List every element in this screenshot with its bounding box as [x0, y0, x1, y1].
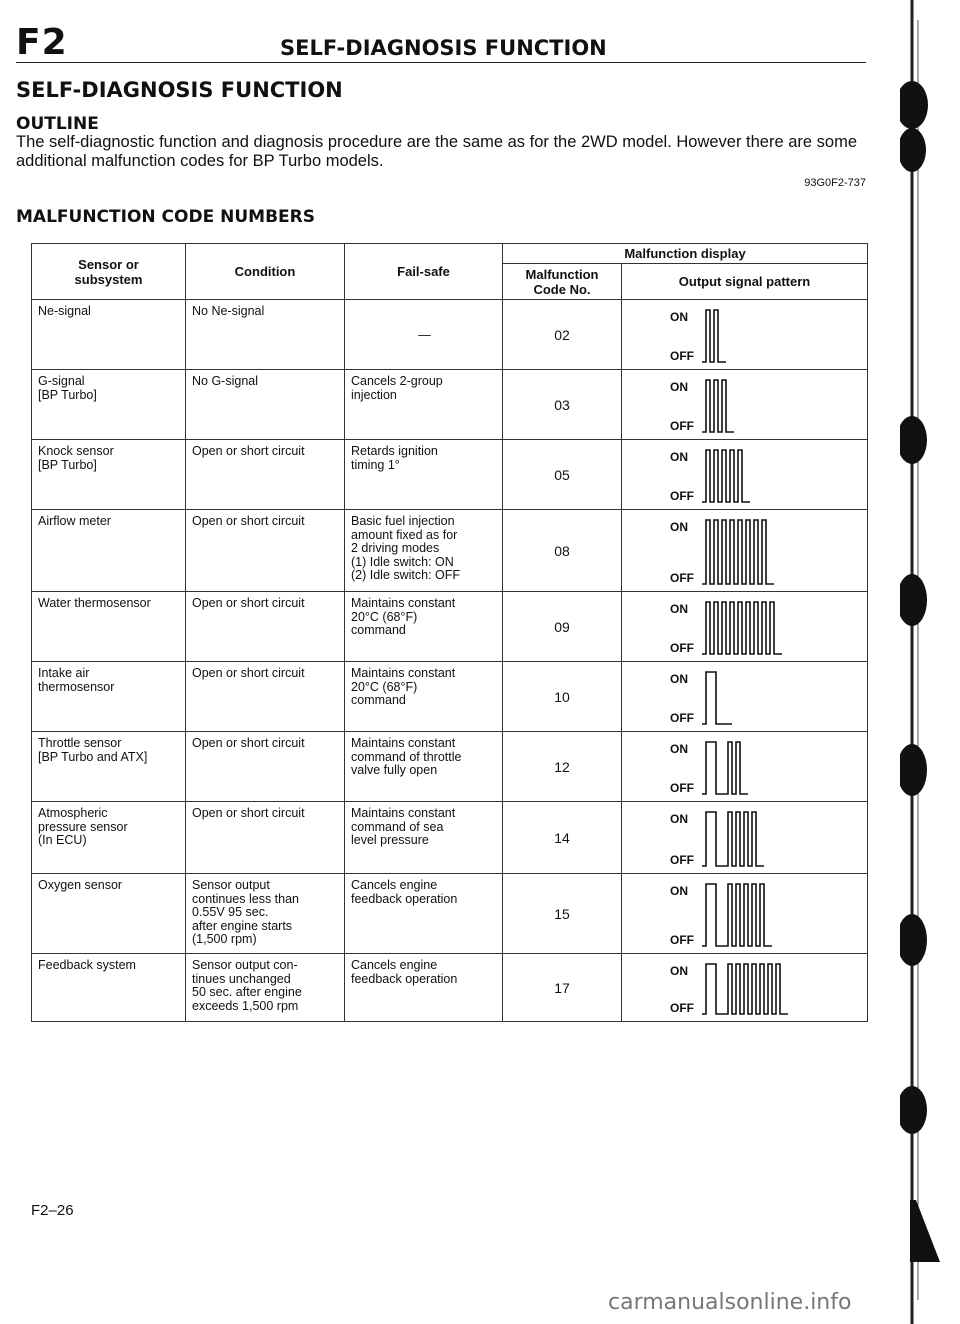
- signal-pattern-cell: [622, 732, 868, 802]
- header-sensor: Sensor or subsystem: [32, 244, 186, 300]
- code-cell: 17: [503, 954, 622, 1022]
- condition-cell: Open or short circuit: [186, 592, 345, 662]
- pulse-train: [702, 520, 774, 584]
- failsafe-cell: Maintains constant command of sea level pressure: [345, 802, 503, 874]
- code-cell: 10: [503, 662, 622, 732]
- failsafe-cell: Cancels engine feedback operation: [345, 874, 503, 954]
- table-row: [32, 732, 868, 802]
- failsafe-cell: Maintains constant 20°C (68°F) command: [345, 662, 503, 732]
- signal-waveform: [700, 600, 786, 656]
- codes-heading: MALFUNCTION CODE NUMBERS: [16, 207, 315, 227]
- condition-cell: Open or short circuit: [186, 802, 345, 874]
- condition-cell: Sensor output continues less than 0.55V 95 sec. after engine starts (1,500 rpm): [186, 874, 345, 954]
- code-cell: 02: [503, 300, 622, 370]
- failsafe-cell: Maintains constant 20°C (68°F) command: [345, 592, 503, 662]
- table-row: [32, 874, 868, 954]
- signal-pattern-cell: [622, 370, 868, 440]
- failsafe-cell: Cancels engine feedback operation: [345, 954, 503, 1022]
- sensor-cell: Feedback system: [32, 954, 186, 1022]
- condition-cell: Open or short circuit: [186, 732, 345, 802]
- code-cell: 12: [503, 732, 622, 802]
- on-label: ON: [670, 964, 688, 978]
- sensor-cell: Airflow meter: [32, 510, 186, 592]
- table-row: [32, 510, 868, 592]
- table-row: [32, 370, 868, 440]
- on-label: ON: [670, 450, 688, 464]
- code-cell: 14: [503, 802, 622, 874]
- on-label: ON: [670, 380, 688, 394]
- off-label: OFF: [670, 349, 694, 363]
- off-label: OFF: [670, 571, 694, 585]
- sensor-cell: G-signal [BP Turbo]: [32, 370, 186, 440]
- pulse-train: [702, 672, 732, 724]
- table-row: [32, 802, 868, 874]
- header-rule: [16, 62, 866, 63]
- header-failsafe: Fail-safe: [345, 244, 503, 300]
- signal-waveform: [700, 670, 736, 726]
- sensor-cell: Knock sensor [BP Turbo]: [32, 440, 186, 510]
- off-label: OFF: [670, 711, 694, 725]
- on-label: ON: [670, 310, 688, 324]
- off-label: OFF: [670, 853, 694, 867]
- pulse-train: [702, 742, 748, 794]
- off-label: OFF: [670, 641, 694, 655]
- off-label: OFF: [670, 489, 694, 503]
- signal-pattern-cell: [622, 662, 868, 732]
- on-label: ON: [670, 672, 688, 686]
- binding-edge: [900, 0, 960, 1324]
- failsafe-cell: Cancels 2-group injection: [345, 370, 503, 440]
- code-cell: 05: [503, 440, 622, 510]
- signal-pattern-cell: [622, 874, 868, 954]
- header-display: Malfunction display: [503, 244, 868, 264]
- signal-waveform: [700, 378, 738, 434]
- document-reference: 93G0F2-737: [804, 177, 866, 189]
- main-heading: SELF-DIAGNOSIS FUNCTION: [16, 78, 343, 102]
- signal-pattern-cell: [622, 954, 868, 1022]
- off-label: OFF: [670, 419, 694, 433]
- signal-waveform: [700, 740, 752, 796]
- on-label: ON: [670, 884, 688, 898]
- malfunction-code-table: [31, 243, 868, 1022]
- on-label: ON: [670, 812, 688, 826]
- condition-cell: Open or short circuit: [186, 510, 345, 592]
- outline-heading: OUTLINE: [16, 114, 99, 134]
- condition-cell: Open or short circuit: [186, 662, 345, 732]
- code-cell: 15: [503, 874, 622, 954]
- signal-waveform: [700, 882, 776, 948]
- header-pattern: Output signal pattern: [622, 264, 868, 300]
- signal-pattern-cell: [622, 510, 868, 592]
- header-code: Malfunction Code No.: [503, 264, 622, 300]
- off-label: OFF: [670, 781, 694, 795]
- signal-pattern-cell: [622, 802, 868, 874]
- pulse-train: [702, 310, 726, 362]
- sensor-cell: Ne-signal: [32, 300, 186, 370]
- off-label: OFF: [670, 933, 694, 947]
- pulse-train: [702, 812, 764, 866]
- table-row: [32, 300, 868, 370]
- sensor-cell: Oxygen sensor: [32, 874, 186, 954]
- watermark: carmanualsonline.info: [608, 1290, 852, 1315]
- on-label: ON: [670, 520, 688, 534]
- section-code: F2: [16, 22, 68, 63]
- failsafe-cell: —: [345, 300, 503, 370]
- condition-cell: Open or short circuit: [186, 440, 345, 510]
- sensor-cell: Water thermosensor: [32, 592, 186, 662]
- pulse-train: [702, 602, 782, 654]
- signal-pattern-cell: [622, 592, 868, 662]
- sensor-cell: Throttle sensor [BP Turbo and ATX]: [32, 732, 186, 802]
- sensor-cell: Intake air thermosensor: [32, 662, 186, 732]
- page-number: F2–26: [31, 1202, 74, 1219]
- pulse-train: [702, 380, 734, 432]
- failsafe-cell: Retards ignition timing 1°: [345, 440, 503, 510]
- code-cell: 08: [503, 510, 622, 592]
- signal-pattern-cell: [622, 300, 868, 370]
- table-row: [32, 954, 868, 1022]
- signal-waveform: [700, 308, 730, 364]
- pulse-train: [702, 884, 772, 946]
- code-cell: 09: [503, 592, 622, 662]
- on-label: ON: [670, 602, 688, 616]
- outline-paragraph: The self-diagnostic function and diagnosis procedure are the same as for the 2WD model. However there are some additional malfunction codes for BP Turbo models.: [16, 133, 858, 170]
- condition-cell: Sensor output con- tinues unchanged 50 sec. after engine exceeds 1,500 rpm: [186, 954, 345, 1022]
- signal-pattern-cell: [622, 440, 868, 510]
- condition-cell: No Ne-signal: [186, 300, 345, 370]
- code-cell: 03: [503, 370, 622, 440]
- on-label: ON: [670, 742, 688, 756]
- signal-waveform: [700, 448, 754, 504]
- signal-waveform: [700, 518, 778, 586]
- page-header-title: SELF-DIAGNOSIS FUNCTION: [280, 36, 607, 60]
- table-row: [32, 592, 868, 662]
- condition-cell: No G-signal: [186, 370, 345, 440]
- failsafe-cell: Maintains constant command of throttle valve fully open: [345, 732, 503, 802]
- pulse-train: [702, 450, 750, 502]
- table-row: [32, 440, 868, 510]
- signal-waveform: [700, 962, 792, 1016]
- pulse-train: [702, 964, 788, 1014]
- table-row: [32, 662, 868, 732]
- signal-waveform: [700, 810, 768, 868]
- failsafe-cell: Basic fuel injection amount fixed as for 2 driving modes (1) Idle switch: ON (2) Idle switch: OFF: [345, 510, 503, 592]
- header-condition: Condition: [186, 244, 345, 300]
- off-label: OFF: [670, 1001, 694, 1015]
- sensor-cell: Atmospheric pressure sensor (In ECU): [32, 802, 186, 874]
